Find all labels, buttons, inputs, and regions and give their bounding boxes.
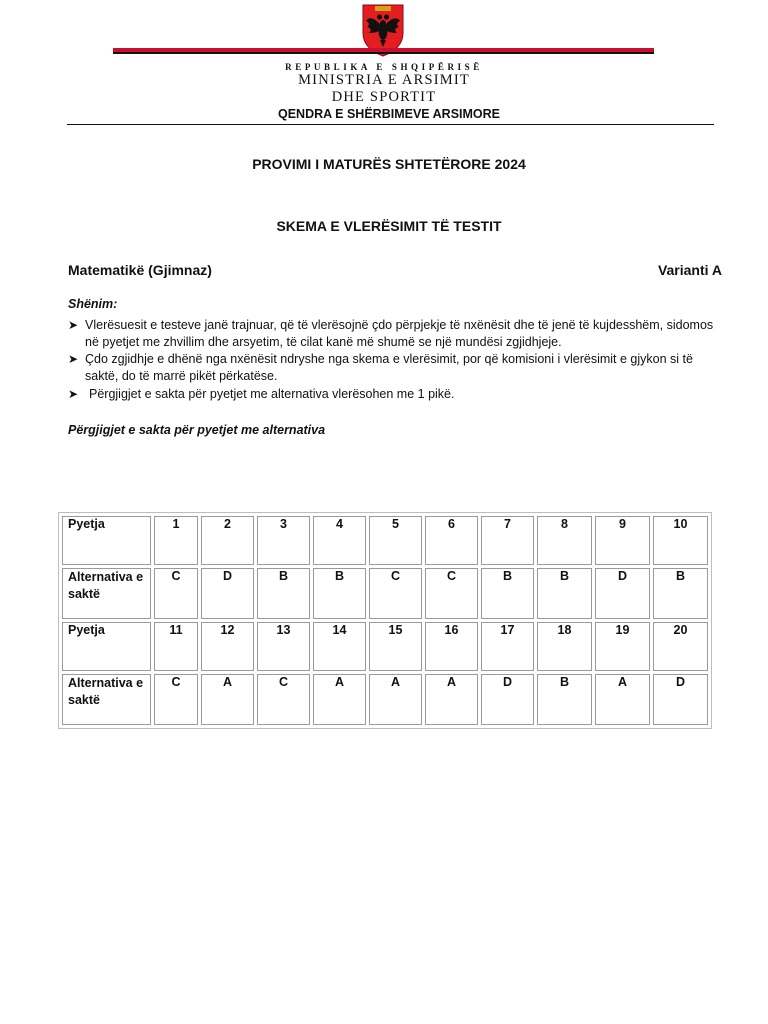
question-number-cell: 1 — [154, 516, 198, 565]
answer-cell: D — [595, 568, 650, 619]
answer-cell: A — [595, 674, 650, 725]
answer-cell: D — [201, 568, 254, 619]
question-number-cell: 16 — [425, 622, 478, 671]
answer-cell: B — [537, 568, 592, 619]
republika-label: REPUBLIKA E SHQIPËRISË — [285, 62, 483, 72]
answer-cell: A — [369, 674, 422, 725]
note-label: Shënim: — [68, 297, 118, 311]
answer-cell: C — [369, 568, 422, 619]
answer-cell: B — [537, 674, 592, 725]
question-number-cell: 12 — [201, 622, 254, 671]
answer-cell: C — [154, 568, 198, 619]
question-number-cell: 7 — [481, 516, 534, 565]
answer-cell: C — [425, 568, 478, 619]
question-number-cell: 10 — [653, 516, 708, 565]
answer-cell: D — [653, 674, 708, 725]
question-number-cell: 17 — [481, 622, 534, 671]
agency-name: QENDRA E SHËRBIMEVE ARSIMORE — [277, 107, 500, 121]
subject-label: Matematikë (Gjimnaz) — [68, 262, 212, 278]
ministry-name-line2: DHE SPORTIT — [331, 89, 437, 105]
exam-title: PROVIMI I MATURËS SHTETËRORE 2024 — [252, 156, 526, 172]
question-number-cell: 5 — [369, 516, 422, 565]
question-number-cell: 3 — [257, 516, 310, 565]
question-row-label: Pyetja — [62, 622, 151, 671]
answer-row-label: Alternativa e saktë — [62, 674, 151, 725]
question-number-cell: 19 — [595, 622, 650, 671]
answer-cell: A — [425, 674, 478, 725]
question-number-cell: 18 — [537, 622, 592, 671]
note-item-text: Vlerësuesit e testeve janë trajnuar, që të vlerësojnë çdo përpjekje të nxënësit dhe të jenë të kujdesshëm, sidomos në pyetjet me zhvillim dhe arsyetim, të cilat kanë më shumë se një mundësi zgjidhjeje. — [85, 318, 714, 349]
question-number-cell: 11 — [154, 622, 198, 671]
question-number-cell: 2 — [201, 516, 254, 565]
note-item-text: Çdo zgjidhje e dhënë nga nxënësit ndryshe nga skema e vlerësimit, por që komisioni i vlerësimit e gjykon si të saktë, do të marrë pikët përkatëse. — [85, 352, 693, 383]
answer-cell: C — [154, 674, 198, 725]
scheme-title: SKEMA E VLERËSIMIT TË TESTIT — [276, 218, 502, 234]
question-number-cell: 13 — [257, 622, 310, 671]
answer-cell: C — [257, 674, 310, 725]
header-divider — [67, 124, 714, 125]
question-row-label: Pyetja — [62, 516, 151, 565]
arrowhead-bullet-icon: ➤ — [68, 387, 79, 401]
ministry-name-line1: MINISTRIA E ARSIMIT — [298, 72, 470, 88]
arrowhead-bullet-icon: ➤ — [68, 352, 79, 366]
note-item — [68, 386, 718, 403]
answer-cell: B — [481, 568, 534, 619]
question-row — [62, 622, 708, 671]
question-number-cell: 9 — [595, 516, 650, 565]
answer-row — [62, 568, 708, 619]
answer-cell: B — [653, 568, 708, 619]
answer-cell: B — [257, 568, 310, 619]
question-number-cell: 8 — [537, 516, 592, 565]
variant-label: Varianti A — [657, 262, 722, 278]
answer-cell: A — [201, 674, 254, 725]
answer-row-label: Alternativa e saktë — [62, 568, 151, 619]
answer-key-table — [58, 512, 712, 729]
answer-cell: D — [481, 674, 534, 725]
note-item — [68, 351, 718, 385]
answer-cell: A — [313, 674, 366, 725]
question-number-cell: 20 — [653, 622, 708, 671]
question-row — [62, 516, 708, 565]
arrowhead-bullet-icon: ➤ — [68, 318, 79, 332]
note-item — [68, 317, 718, 351]
header-black-bar — [113, 52, 654, 54]
note-item-text: Përgjigjet e sakta për pyetjet me alternativa vlerësohen me 1 pikë. — [89, 387, 455, 401]
answers-heading: Përgjigjet e sakta për pyetjet me alternativa — [68, 423, 326, 437]
question-number-cell: 15 — [369, 622, 422, 671]
question-number-cell: 14 — [313, 622, 366, 671]
question-number-cell: 6 — [425, 516, 478, 565]
answer-cell: B — [313, 568, 366, 619]
question-number-cell: 4 — [313, 516, 366, 565]
answer-row — [62, 674, 708, 725]
